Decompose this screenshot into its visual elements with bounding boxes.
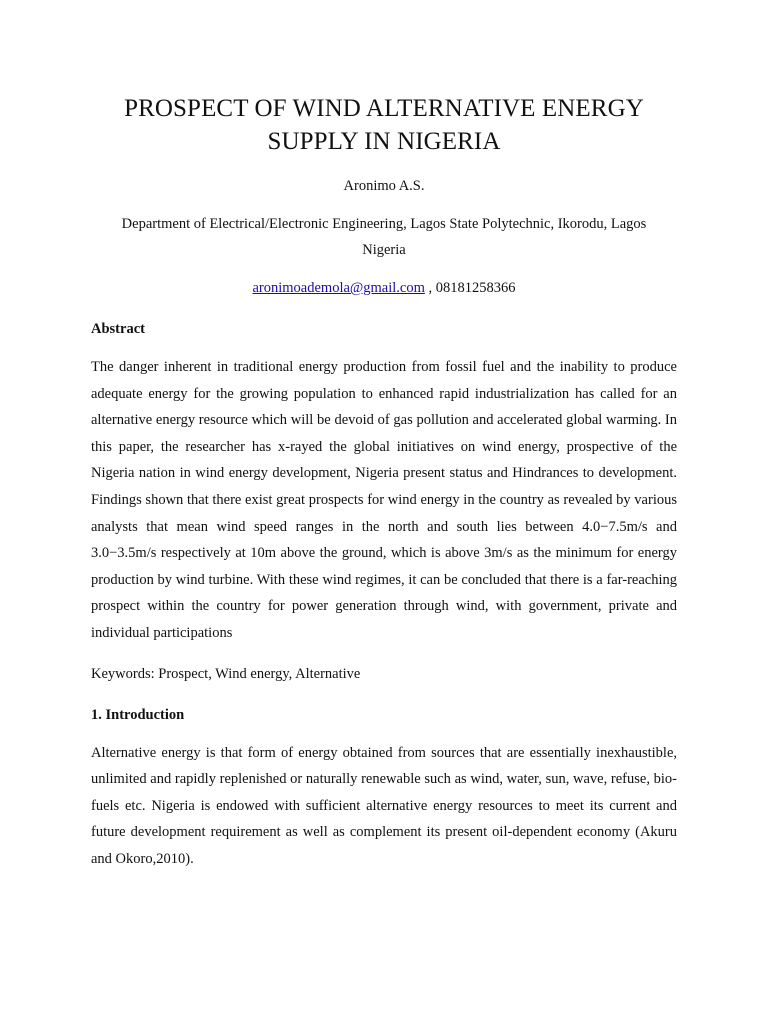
keywords: Keywords: Prospect, Wind energy, Alternative [91,665,361,682]
introduction-body: Alternative energy is that form of energy obtained from sources that are essentially inexhaustible, unlimited and rapidly replenished or naturally renewable such as wind, water, sun, wave, refuse, bio-fuels etc. Nigeria is endowed with sufficient alternative energy resources to meet its current and future development requirement as well as complement its present oil-dependent economy (Akuru and Okoro,2010). [91,744,677,867]
paper-title [91,92,677,158]
author-affiliation [91,211,677,263]
author-contact [91,280,677,297]
author-name: Aronimo A.S. [343,178,425,194]
title-line-1: PROSPECT OF WIND ALTERNATIVE ENERGY [124,95,644,122]
phone-number: , 08181258366 [424,280,516,296]
affiliation-line-2: Nigeria [362,242,406,258]
introduction-heading: 1. Introduction [91,706,185,723]
title-line-2: SUPPLY IN NIGERIA [267,128,501,155]
abstract-heading: Abstract [91,321,145,337]
affiliation-line-1: Department of Electrical/Electronic Engineering, Lagos State Polytechnic, Ikorodu, Lagos [121,216,647,232]
abstract-body: The danger inherent in traditional energy production from fossil fuel and the inability to produce adequate energy for the growing population to enhanced rapid industrialization has called for an alternative energy resource which will be devoid of gas pollution and accelerated global warming. In this paper, the researcher has x-rayed the global initiatives on wind energy, prospective of the Nigeria nation in wind energy development, Nigeria present status and Hindrances to development. Findings shown that there exist great prospects for wind energy in the country as revealed by various analysts that mean wind speed ranges in the north and south lies between 4.0−7.5m/s and 3.0−3.5m/s respectively at 10m above the ground, which is above 3m/s as the minimum for energy production by wind turbine. With these wind regimes, it can be concluded that there is a far-reaching prospect within the country for power generation through wind, with government, private and individual participations [91,359,677,641]
email-link[interactable]: aronimoademola@gmail.com [252,280,425,296]
